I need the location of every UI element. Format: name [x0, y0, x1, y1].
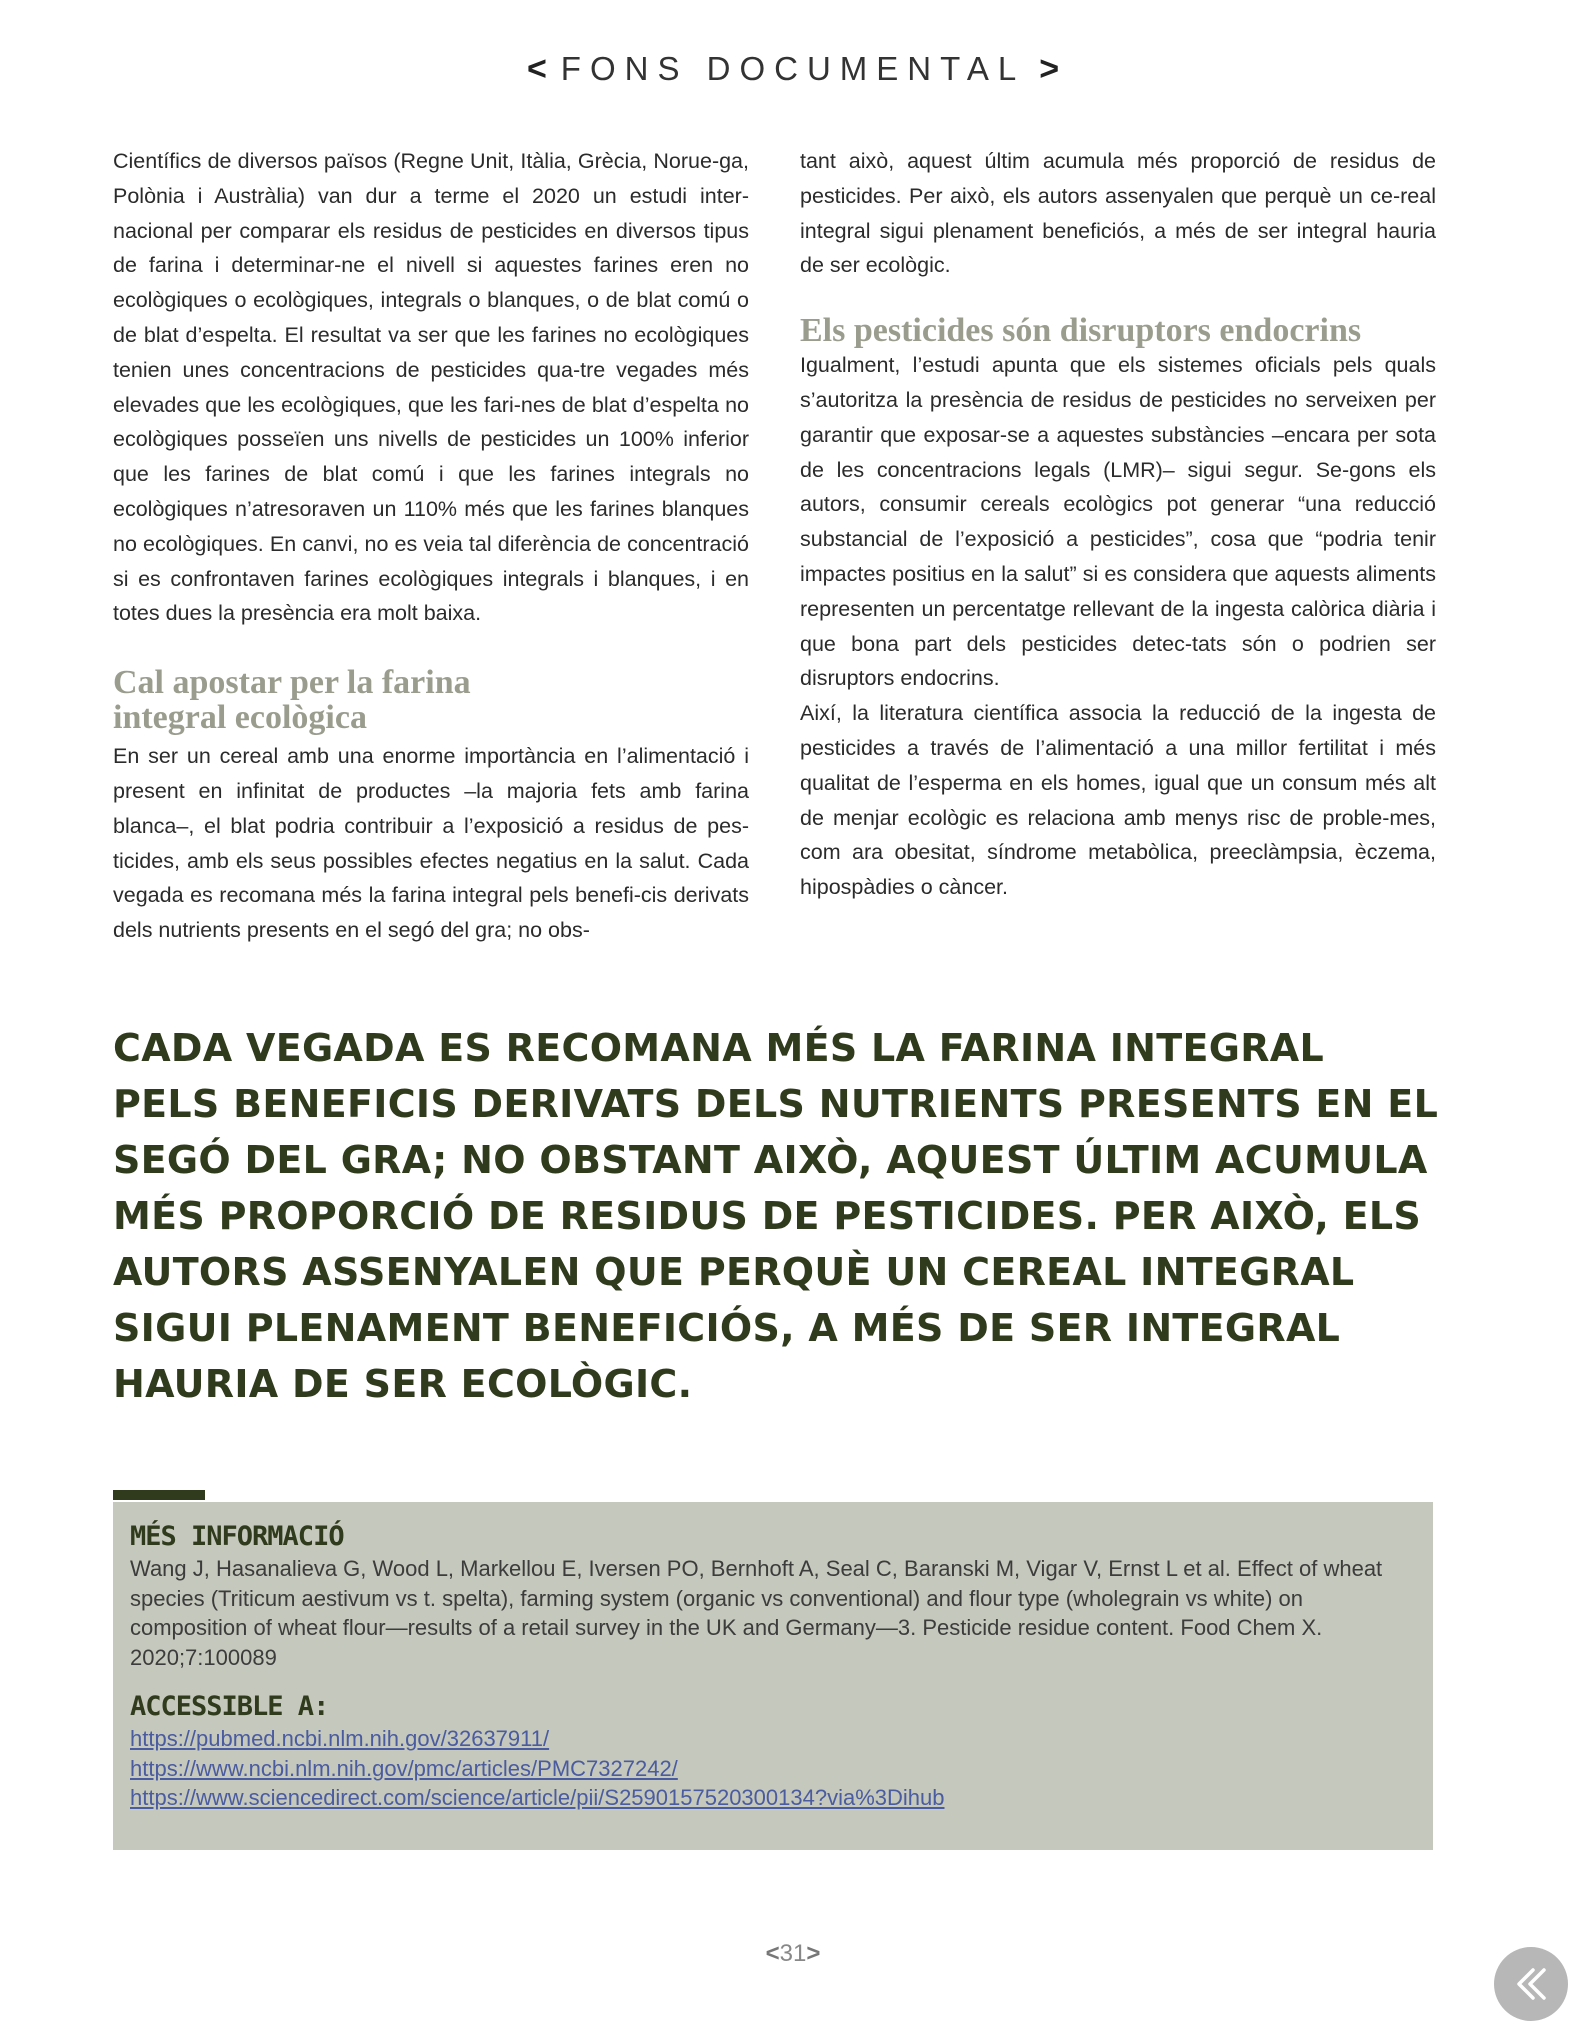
reference-citation: Wang J, Hasanalieva G, Wood L, Markellou E, Iversen PO, Bernhoft A, Seal C, Baranski M, Vigar V, Ernst L et al. Effect of wheat species (Triticum aestivum vs t. spelta), farming system (organic vs conventional) and flour type (wholegrain vs white) on composition of wheat flour—results of a retail survey in the UK and Germany—3. Pesticide residue content. Food Chem X. 2020;7:100089 — [130, 1556, 1383, 1670]
section-heading-line: integral ecològica — [113, 699, 367, 737]
double-chevron-left-icon — [1511, 1964, 1551, 2004]
body-paragraph: En ser un cereal amb una enorme importància en l’alimentació i present en infinitat de productes –la majoria fets amb farina blanca–, el blat podria contribuir a l’exposició a residus de pes-ticides, amb els seus possibles efectes negatius en la salut. Cada vegada es recomana més la farina integral pels benefi-cis derivats dels nutrients presents en el segó del gra; no obs- — [113, 744, 749, 943]
left-column — [113, 144, 749, 948]
body-paragraph: tant això, aquest últim acumula més proporció de residus de pesticides. Per això, els autors assenyalen que perquè un ce-real integral sigui plenament beneficiós, a més de ser integral hauria de ser ecològic. — [800, 149, 1436, 278]
pull-quote-line: SIGUI PLENAMENT BENEFICIÓS, A MÉS DE SER INTEGRAL — [113, 1306, 1341, 1350]
chevron-right-icon: > — [806, 1940, 821, 1967]
pull-quote-line: PELS BENEFICIS DERIVATS DELS NUTRIENTS PRESENTS EN EL — [113, 1082, 1439, 1126]
right-column — [800, 144, 1436, 905]
pull-quote-line: AUTORS ASSENYALEN QUE PERQUÈ UN CEREAL INTEGRAL — [113, 1250, 1355, 1294]
reference-link-pubmed[interactable]: https://pubmed.ncbi.nlm.nih.gov/32637911/ — [130, 1726, 550, 1751]
body-paragraph: Científics de diversos països (Regne Unit, Itàlia, Grècia, Norue-ga, Polònia i Austràlia) van dur a terme el 2020 un estudi inter-nacional per comparar els residus de pesticides en diversos tipus de farina i determinar-ne el nivell si aquestes farines eren no ecològiques o ecològiques, integrals o blanques, o de blat comú o de blat d’espelta. El resultat va ser que les farines no ecològiques tenien unes concentracions de pesticides qua-tre vegades més elevades que les ecològiques, que les fari-nes de blat d’espelta no ecològiques posseïen uns nivells de pesticides un 100% inferior que les farines de blat comú i que les farines integrals no ecològiques n’atresoraven un 110% més que les farines blanques no ecològiques. En canvi, no es veia tal diferència de concentració si es confrontaven farines ecològiques integrals i blanques, i en totes dues la presència era molt baixa. — [113, 149, 749, 626]
body-paragraph: Igualment, l’estudi apunta que els sistemes oficials pels quals s’autoritza la presència de residus de pesticides no serveixen per garantir que exposar-se a aquestes substàncies –encara per sota de les concentracions legals (LMR)– sigui segur. Se-gons els autors, consumir cereals ecològics pot generar “una reducció substancial de l’exposició a pesticides”, cosa que “podria tenir impactes positius en la salut” si es considera que aquests aliments representen un percentatge rellevant de la ingesta calòrica diària i que bona part dels pesticides detec-tats són o podrien ser disruptors endocrins. — [800, 353, 1436, 691]
body-paragraph: Així, la literatura científica associa la reducció de la ingesta de pesticides a través de l’alimentació a una millor fertilitat i més qualitat de l’esperma en els homes, igual que un consum més alt de menjar ecològic es relaciona amb menys risc de proble-mes, com ara obesitat, síndrome metabòlica, preeclàmpsia, èczema, hipospàdies o càncer. — [800, 701, 1436, 900]
section-heading: Els pesticides són disruptors endocrins — [800, 312, 1362, 350]
pull-quote-line: MÉS PROPORCIÓ DE RESIDUS DE PESTICIDES. PER AIXÒ, ELS — [113, 1194, 1422, 1238]
section-heading — [113, 665, 749, 735]
section-heading-line: Cal apostar per la farina — [113, 664, 471, 702]
info-accent-bar — [113, 1490, 205, 1500]
pull-quote-line: SEGÓ DEL GRA; NO OBSTANT AIXÒ, AQUEST ÚLTIM ACUMULA — [113, 1138, 1428, 1182]
reference-link-pmc[interactable]: https://www.ncbi.nlm.nih.gov/pmc/articles/PMC7327242/ — [130, 1755, 678, 1781]
chevron-left-icon: < — [765, 1940, 780, 1967]
more-info-title: MÉS INFORMACIÓ — [130, 1521, 344, 1552]
running-header — [0, 50, 1586, 89]
more-info-box — [113, 1502, 1433, 1850]
pull-quote — [113, 1020, 1443, 1412]
chevron-right-icon: > — [1039, 50, 1060, 88]
pull-quote-line: CADA VEGADA ES RECOMANA MÉS LA FARINA INTEGRAL — [113, 1026, 1325, 1070]
chevron-left-icon: < — [526, 50, 547, 88]
page-number-value: 31 — [779, 1940, 807, 1967]
page-number — [0, 1940, 1586, 1968]
accessible-title: ACCESSIBLE A: — [130, 1691, 329, 1722]
back-button[interactable] — [1494, 1947, 1568, 2021]
section-title: FONS DOCUMENTAL — [560, 50, 1026, 87]
reference-link-sciencedirect[interactable]: https://www.sciencedirect.com/science/article/pii/S2590157520300134?via%3Dihub — [130, 1785, 945, 1810]
pull-quote-line: HAURIA DE SER ECOLÒGIC. — [113, 1362, 693, 1406]
